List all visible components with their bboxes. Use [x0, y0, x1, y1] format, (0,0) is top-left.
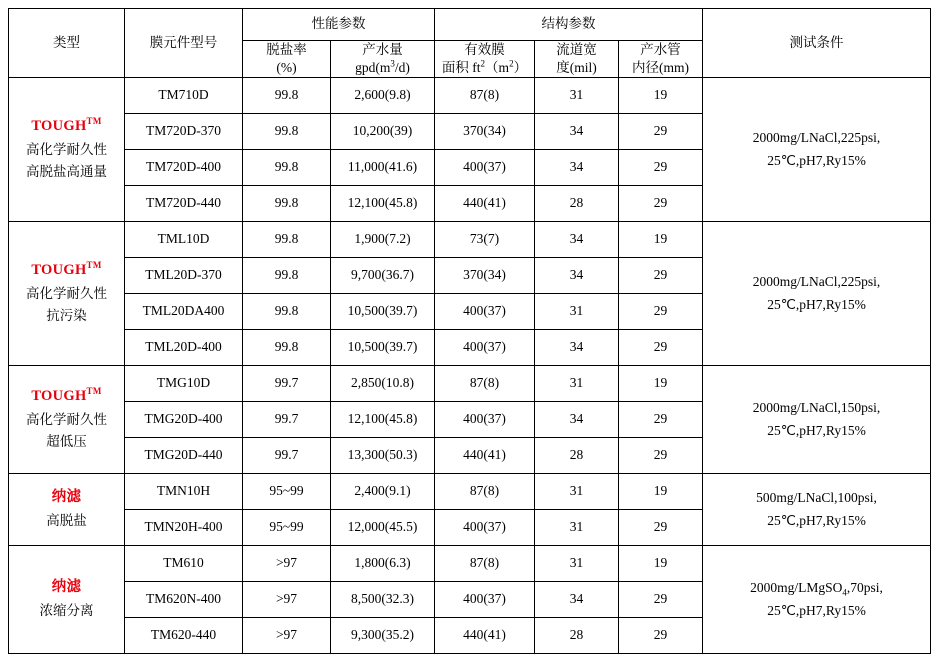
cell-channel-width: 28 [535, 185, 619, 221]
cell-permeate-pipe: 19 [619, 77, 703, 113]
header-type: 类型 [9, 9, 125, 78]
cell-salt-rejection: 95~99 [243, 509, 331, 545]
cell-salt-rejection: >97 [243, 581, 331, 617]
header-salt-rejection: 脱盐率 [243, 41, 331, 60]
cell-salt-rejection: 99.8 [243, 257, 331, 293]
type-title: 纳滤 [51, 579, 82, 596]
cell-salt-rejection: 95~99 [243, 473, 331, 509]
cell-effective-area: 400(37) [435, 581, 535, 617]
type-subline: 高化学耐久性 [26, 141, 107, 157]
cell-effective-area: 87(8) [435, 545, 535, 581]
header-effective-area [435, 41, 535, 78]
cell-channel-width: 34 [535, 149, 619, 185]
cell-water-flow: 2,400(9.1) [331, 473, 435, 509]
cell-test-conditions: 2000mg/LNaCl,150psi, 25℃,pH7,Ry15% [703, 365, 931, 473]
cell-channel-width: 31 [535, 365, 619, 401]
table-body [9, 77, 931, 653]
cell-water-flow: 2,600(9.8) [331, 77, 435, 113]
cell-effective-area: 400(37) [435, 401, 535, 437]
header-performance-group: 性能参数 [243, 9, 435, 41]
table-row [9, 473, 931, 509]
cell-effective-area: 370(34) [435, 113, 535, 149]
type-subline: 高脱盐高通量 [26, 164, 107, 180]
cell-salt-rejection: 99.8 [243, 113, 331, 149]
cell-salt-rejection: 99.8 [243, 293, 331, 329]
cell-permeate-pipe: 29 [619, 617, 703, 653]
cell-permeate-pipe: 29 [619, 185, 703, 221]
cell-water-flow: 8,500(32.3) [331, 581, 435, 617]
type-subline: 高化学耐久性 [26, 411, 107, 427]
cell-water-flow: 10,500(39.7) [331, 293, 435, 329]
cell-channel-width: 31 [535, 293, 619, 329]
cell-permeate-pipe: 29 [619, 509, 703, 545]
cell-channel-width: 31 [535, 77, 619, 113]
cell-test-conditions: 2000mg/LNaCl,225psi, 25℃,pH7,Ry15% [703, 77, 931, 221]
type-subline: 高脱盐 [46, 513, 87, 529]
cell-water-flow: 13,300(50.3) [331, 437, 435, 473]
cell-permeate-pipe: 19 [619, 221, 703, 257]
table-header [9, 9, 931, 78]
cell-model: TMN10H [125, 473, 243, 509]
header-water-flow-unit: $gpd(m^3/d)$ [331, 59, 435, 77]
cell-channel-width: 34 [535, 257, 619, 293]
cell-effective-area: 400(37) [435, 509, 535, 545]
header-channel-width [535, 41, 619, 78]
cell-model: TML20DA400 [125, 293, 243, 329]
cell-water-flow: 10,500(39.7) [331, 329, 435, 365]
type-cell [9, 545, 125, 653]
cell-water-flow: 12,100(45.8) [331, 185, 435, 221]
type-subline: 高化学耐久性 [26, 285, 107, 301]
header-structure-group: 结构参数 [435, 9, 703, 41]
type-title: TOUGH™ [31, 386, 102, 405]
cell-model: TMG20D-400 [125, 401, 243, 437]
cell-water-flow: 1,800(6.3) [331, 545, 435, 581]
cell-water-flow: 2,850(10.8) [331, 365, 435, 401]
table-row [9, 365, 931, 401]
cell-effective-area: 73(7) [435, 221, 535, 257]
cell-salt-rejection: 99.8 [243, 221, 331, 257]
type-title: 纳滤 [51, 489, 82, 506]
type-subline: 超低压 [46, 434, 87, 450]
cell-model: TM720D-370 [125, 113, 243, 149]
header-salt-rejection-unit: (%) [243, 59, 331, 77]
cell-salt-rejection: 99.8 [243, 329, 331, 365]
cell-model: TM720D-400 [125, 149, 243, 185]
cell-channel-width: 34 [535, 401, 619, 437]
cell-channel-width: 28 [535, 617, 619, 653]
cell-water-flow: 12,100(45.8) [331, 401, 435, 437]
cell-water-flow: 10,200(39) [331, 113, 435, 149]
header-effective-area-line2: 面积 $ft^2(m^2)$ [441, 58, 528, 75]
cell-permeate-pipe: 19 [619, 365, 703, 401]
cell-salt-rejection: 99.8 [243, 77, 331, 113]
cell-water-flow: 9,700(36.7) [331, 257, 435, 293]
header-model: 膜元件型号 [125, 9, 243, 78]
cell-effective-area: 400(37) [435, 149, 535, 185]
cell-channel-width: 34 [535, 329, 619, 365]
header-row-groups [9, 9, 931, 41]
header-pipe-line1: 产水管 [640, 42, 681, 58]
type-subline: 抗污染 [46, 308, 87, 324]
type-cell [9, 221, 125, 365]
cell-water-flow: 11,000(41.6) [331, 149, 435, 185]
cell-permeate-pipe: 29 [619, 293, 703, 329]
cell-salt-rejection: 99.7 [243, 365, 331, 401]
cell-model: TM620N-400 [125, 581, 243, 617]
type-subline: 浓缩分离 [39, 603, 94, 619]
cell-model: TML20D-370 [125, 257, 243, 293]
cell-permeate-pipe: 29 [619, 437, 703, 473]
cell-salt-rejection: 99.8 [243, 185, 331, 221]
membrane-spec-table [8, 8, 931, 654]
cell-permeate-pipe: 19 [619, 473, 703, 509]
cell-permeate-pipe: 29 [619, 581, 703, 617]
cell-channel-width: 31 [535, 473, 619, 509]
cell-salt-rejection: 99.7 [243, 437, 331, 473]
cell-permeate-pipe: 19 [619, 545, 703, 581]
cell-test-conditions: 2000mg/LMgSO$_4$,70psi, 25℃,pH7,Ry15% [703, 545, 931, 653]
cell-permeate-pipe: 29 [619, 149, 703, 185]
cell-effective-area: 440(41) [435, 617, 535, 653]
type-title: TOUGH™ [31, 260, 102, 279]
table-row [9, 221, 931, 257]
table-row [9, 545, 931, 581]
table-row [9, 77, 931, 113]
cell-channel-width: 34 [535, 113, 619, 149]
cell-salt-rejection: 99.7 [243, 401, 331, 437]
cell-channel-width: 31 [535, 509, 619, 545]
cell-effective-area: 87(8) [435, 365, 535, 401]
cell-channel-width: 28 [535, 437, 619, 473]
cell-channel-width: 31 [535, 545, 619, 581]
cell-effective-area: 440(41) [435, 437, 535, 473]
type-cell [9, 77, 125, 221]
type-cell [9, 473, 125, 545]
cell-effective-area: 87(8) [435, 77, 535, 113]
cell-permeate-pipe: 29 [619, 257, 703, 293]
cell-channel-width: 34 [535, 581, 619, 617]
cell-salt-rejection: >97 [243, 617, 331, 653]
cell-model: TMN20H-400 [125, 509, 243, 545]
cell-water-flow: 1,900(7.2) [331, 221, 435, 257]
cell-model: TM720D-440 [125, 185, 243, 221]
cell-effective-area: 440(41) [435, 185, 535, 221]
cell-model: TML20D-400 [125, 329, 243, 365]
header-channel-line1: 流道宽 [556, 42, 597, 58]
header-water-flow: 产水量 [331, 41, 435, 60]
cell-salt-rejection: 99.8 [243, 149, 331, 185]
cell-test-conditions: 500mg/LNaCl,100psi, 25℃,pH7,Ry15% [703, 473, 931, 545]
cell-effective-area: 400(37) [435, 293, 535, 329]
cell-permeate-pipe: 29 [619, 113, 703, 149]
cell-channel-width: 34 [535, 221, 619, 257]
type-title: TOUGH™ [31, 116, 102, 135]
type-cell [9, 365, 125, 473]
cell-water-flow: 12,000(45.5) [331, 509, 435, 545]
cell-model: TM610 [125, 545, 243, 581]
cell-model: TML10D [125, 221, 243, 257]
header-test-conditions: 测试条件 [703, 9, 931, 78]
header-permeate-pipe [619, 41, 703, 78]
cell-water-flow: 9,300(35.2) [331, 617, 435, 653]
header-channel-line2: 度(mil) [556, 59, 597, 75]
cell-model: TM620-440 [125, 617, 243, 653]
cell-model: TMG10D [125, 365, 243, 401]
cell-effective-area: 87(8) [435, 473, 535, 509]
cell-permeate-pipe: 29 [619, 329, 703, 365]
cell-model: TM710D [125, 77, 243, 113]
cell-permeate-pipe: 29 [619, 401, 703, 437]
cell-test-conditions: 2000mg/LNaCl,225psi, 25℃,pH7,Ry15% [703, 221, 931, 365]
header-pipe-line2: 内径(mm) [632, 59, 689, 75]
header-effective-area-line1: 有效膜 [464, 42, 505, 58]
cell-salt-rejection: >97 [243, 545, 331, 581]
cell-effective-area: 400(37) [435, 329, 535, 365]
cell-effective-area: 370(34) [435, 257, 535, 293]
cell-model: TMG20D-440 [125, 437, 243, 473]
